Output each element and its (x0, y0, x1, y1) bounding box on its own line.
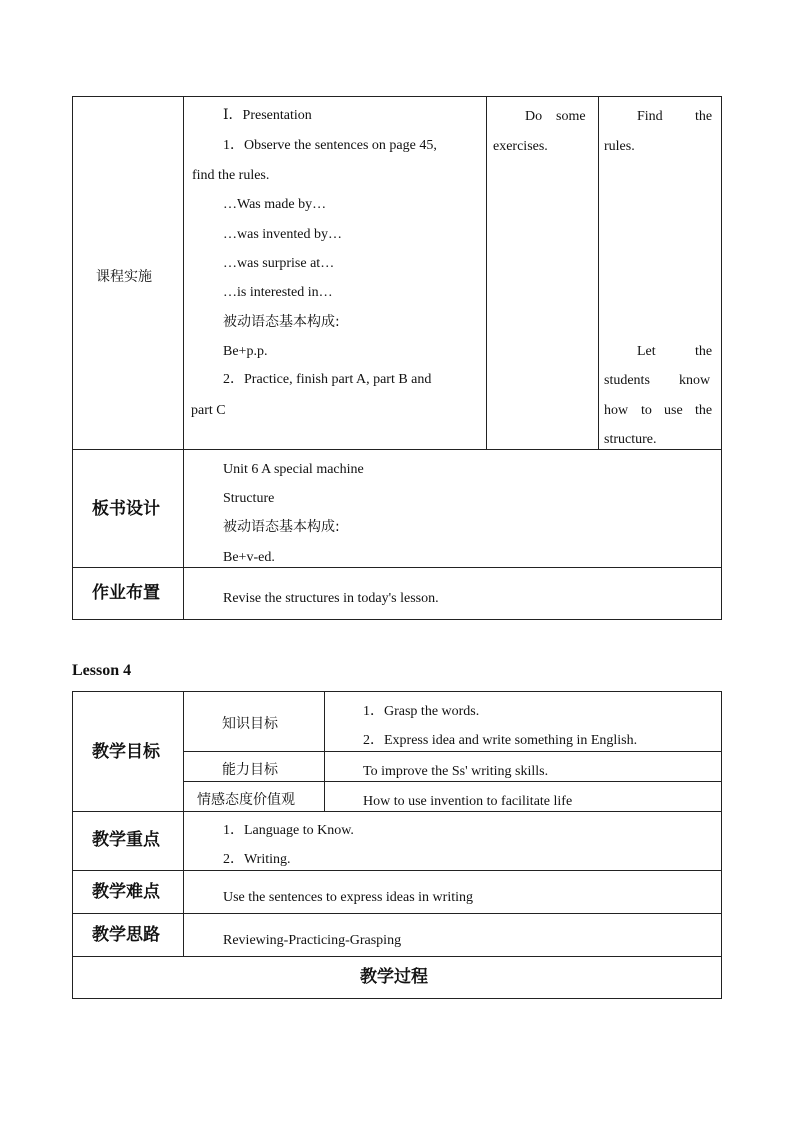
key-point-1: 1．Language to Know. (223, 823, 354, 838)
passive-formula: Be+p.p. (223, 344, 268, 359)
item1-line2: find the rules. (192, 168, 270, 183)
purpose-word-the-2: the (695, 344, 713, 359)
activity-line2: exercises. (493, 139, 548, 154)
board-line-2: Structure (223, 491, 275, 506)
item2-line2: part C (191, 403, 226, 418)
board-line-1: Unit 6 A special machine (223, 462, 364, 477)
knowledge-item-2: 2．Express idea and write something in English. (363, 733, 638, 748)
label-key-points: 教学重点 (92, 830, 160, 850)
board-line-4: Be+v-ed. (223, 550, 275, 565)
lesson-heading: Lesson 4 (72, 662, 132, 679)
activity-word-some: some (556, 109, 586, 124)
row-label-homework: 作业布置 (92, 583, 160, 603)
example-1: …Was made by… (223, 197, 327, 212)
row-label-board: 板书设计 (92, 499, 160, 519)
purpose-word-know: know (679, 373, 711, 388)
row-label-implementation: 课程实施 (96, 269, 152, 285)
example-3: …was surprise at… (223, 256, 335, 271)
label-process: 教学过程 (360, 967, 428, 987)
activity-word-do: Do (525, 109, 543, 124)
label-knowledge-objective: 知识目标 (222, 716, 278, 732)
purpose-word-find: Find (637, 109, 663, 124)
purpose-word-how: how (604, 403, 629, 418)
passive-label: 被动语态基本构成: (223, 314, 340, 330)
label-emotion-objective: 情感态度价值观 (197, 792, 295, 808)
difficulties-text: Use the sentences to express ideas in writing (223, 890, 473, 905)
label-difficulties: 教学难点 (92, 882, 160, 902)
item1-line1: 1．Observe the sentences on page 45, (223, 138, 437, 153)
ability-text: To improve the Ss' writing skills. (363, 764, 549, 779)
purpose-structure: structure. (604, 432, 657, 447)
purpose-word-to: to (641, 403, 652, 418)
key-point-2: 2．Writing. (223, 852, 291, 867)
knowledge-item-1: 1．Grasp the words. (363, 704, 480, 719)
purpose-word-the: the (695, 109, 713, 124)
item2-line1: 2．Practice, finish part A, part B and (223, 372, 432, 387)
board-line-3: 被动语态基本构成: (223, 519, 340, 535)
purpose-word-use: use (664, 403, 683, 418)
label-objectives: 教学目标 (92, 742, 160, 762)
homework-text: Revise the structures in today's lesson. (223, 591, 439, 606)
presentation-heading: Ⅰ．Presentation (223, 108, 312, 123)
purpose-word-let: Let (637, 344, 656, 359)
example-2: …was invented by… (223, 227, 342, 242)
label-ability-objective: 能力目标 (222, 762, 278, 778)
purpose-word-students: students (604, 373, 650, 388)
label-approach: 教学思路 (92, 925, 160, 945)
approach-text: Reviewing-Practicing-Grasping (223, 933, 402, 948)
example-4: …is interested in… (223, 285, 333, 300)
emotion-text: How to use invention to facilitate life (363, 794, 573, 809)
purpose-word-the-3: the (695, 403, 713, 418)
purpose-rules: rules. (604, 139, 635, 154)
